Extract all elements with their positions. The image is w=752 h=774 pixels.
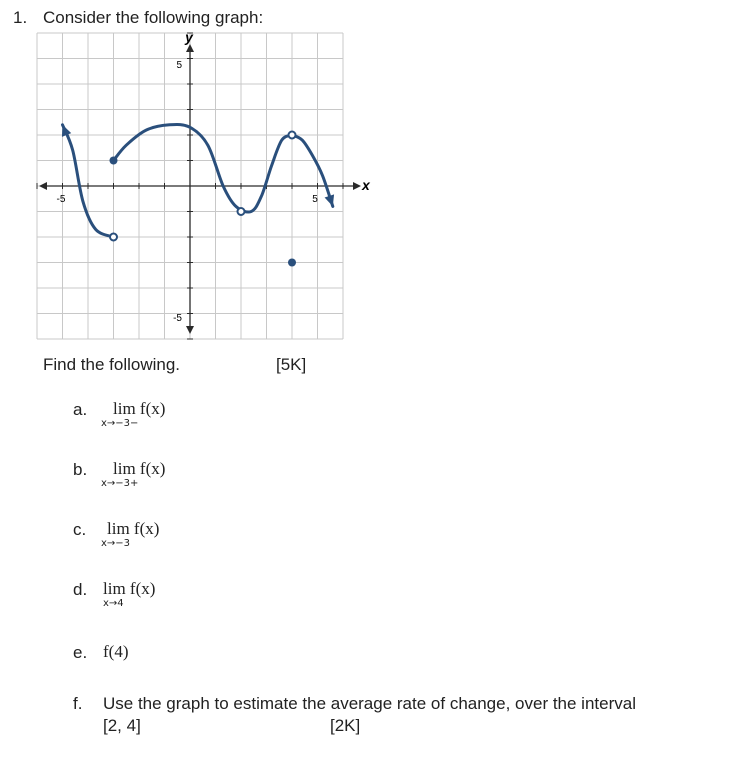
function-graph <box>35 30 375 340</box>
part-d-expression <box>103 579 156 609</box>
points <box>110 132 297 267</box>
part-b-subscript: x→−3+ <box>101 478 139 489</box>
part-d-letter: d. <box>73 580 88 599</box>
tick-label-x-left: -5 <box>56 194 66 205</box>
y-axis-arrow-down <box>186 326 194 334</box>
part-f-interval: [2, 4] <box>103 716 141 735</box>
question-prompt: Consider the following graph: <box>43 8 264 27</box>
part-a-expression <box>101 399 166 429</box>
part-a-subscript: x→−3− <box>101 418 139 429</box>
open-point <box>238 208 245 215</box>
part-f-marks: [2K] <box>330 716 361 735</box>
part-e-letter: e. <box>73 643 88 662</box>
part-f-letter: f. <box>73 694 83 713</box>
part-b-function: lim f(x) <box>113 459 166 478</box>
closed-point <box>110 157 118 165</box>
y-axis-arrow-up <box>186 44 194 52</box>
open-point <box>289 132 296 139</box>
part-a-function: lim f(x) <box>113 399 166 418</box>
tick-label-y-top: 5 <box>176 60 182 71</box>
axes <box>37 33 361 339</box>
question-marks: [5K] <box>276 355 307 374</box>
x-axis-arrow-right <box>353 182 361 190</box>
curve-segment <box>114 125 293 213</box>
part-b-letter: b. <box>73 460 88 479</box>
part-a-letter: a. <box>73 400 88 419</box>
instruction-text: Find the following. <box>43 355 181 374</box>
closed-point <box>288 259 296 267</box>
part-c-function: lim f(x) <box>107 519 160 538</box>
part-c-letter: c. <box>73 520 87 539</box>
tick-label-x-right: 5 <box>312 194 318 205</box>
part-d-subscript: x→4 <box>103 598 124 609</box>
part-b-expression <box>101 459 166 489</box>
tick-label-y-bottom: -5 <box>173 313 182 324</box>
part-c-expression <box>101 519 160 549</box>
part-f-text: Use the graph to estimate the average rate of change, over the interval <box>103 694 636 713</box>
open-point <box>110 234 117 241</box>
curve-arrow-right <box>325 194 334 206</box>
curve <box>62 125 334 237</box>
part-e-expression: f(4) <box>103 642 129 661</box>
y-axis-label: y <box>185 30 193 45</box>
x-axis-label: x <box>362 177 370 193</box>
part-d-function: lim f(x) <box>103 579 156 598</box>
part-c-subscript: x→−3 <box>101 538 131 549</box>
x-axis-arrow-left <box>39 182 47 190</box>
question-number: 1. <box>13 8 28 27</box>
